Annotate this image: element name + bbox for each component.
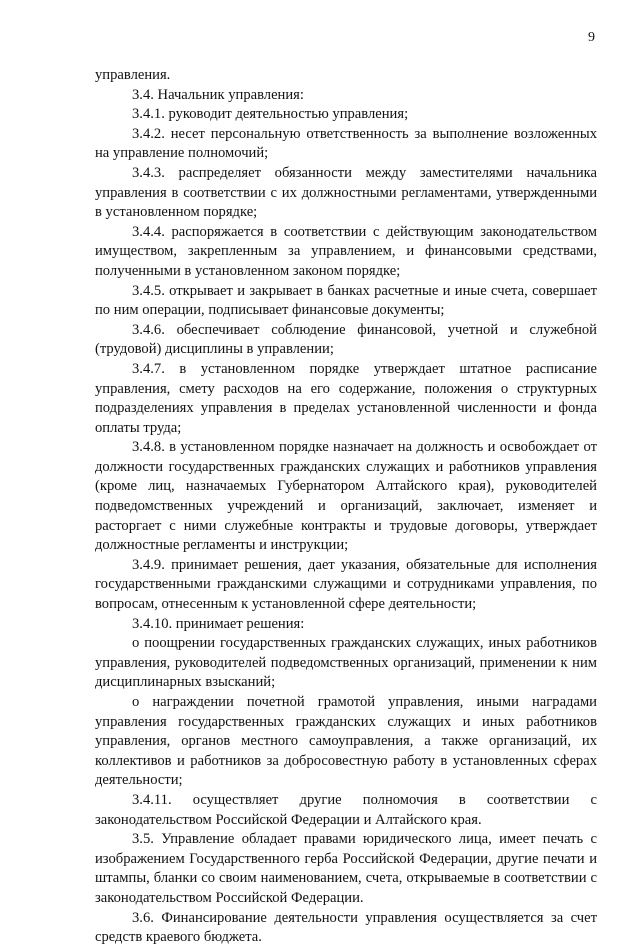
paragraph: 3.6. Финансирование деятельности управления осуществляется за счет средств краевого бюджета. bbox=[95, 909, 597, 946]
paragraph: 3.4.8. в установленном порядке назначает на должность и освобождает от должности государственных гражданских служащих и работников управления (кроме лиц, назначаемых Губернатором Алтайского края), руководителей подведомственных учреждений и организаций, заключает, изменяет и расторгает с ними служебные контракты и трудовые договоры, утверждает должностные регламенты и инструкции; bbox=[95, 439, 597, 554]
paragraph: 3.4.10. принимает решения: bbox=[132, 615, 305, 632]
document-body bbox=[95, 66, 597, 948]
paragraph: управления. bbox=[95, 67, 171, 83]
paragraph: о награждении почетной грамотой управления, иными наградами управления государственных гражданских служащих и иных работников управления, органов местного самоуправления, а также организаций, их коллективов и работников за добросовестную работу в установленных сферах деятельности; bbox=[95, 694, 597, 789]
paragraph: 3.4.9. принимает решения, дает указания, обязательные для исполнения государственными гражданскими служащими и сотрудниками управления, по вопросам, отнесенным к установленной сфере деятельности; bbox=[95, 556, 597, 613]
paragraph: 3.4. Начальник управления: bbox=[132, 86, 304, 103]
page-number: 9 bbox=[588, 30, 595, 45]
paragraph: 3.4.11. осуществляет другие полномочия в соответствии с законодательством Российской Федерации и Алтайского края. bbox=[95, 791, 597, 828]
paragraph: 3.5. Управление обладает правами юридического лица, имеет печать с изображением Государственного герба Российской Федерации, другие печати и штампы, бланки со своим наименованием, счета, открываемые в соответствии с законодательством Российской Федерации. bbox=[95, 831, 597, 906]
paragraph: 3.4.4. распоряжается в соответствии с действующим законодательством имуществом, закрепленным за управлением, и финансовыми средствами, полученными в установленном законом порядке; bbox=[95, 223, 597, 279]
paragraph: 3.4.3. распределяет обязанности между заместителями начальника управления в соответствии с их должностными регламентами, утвержденными в установленном порядке; bbox=[95, 164, 597, 221]
paragraph: 3.4.2. несет персональную ответственность за выполнение возложенных на управление полномочий; bbox=[95, 125, 597, 162]
paragraph: 3.4.7. в установленном порядке утверждает штатное расписание управления, смету расходов на его содержание, положения о структурных подразделениях управления в пределах установленной численности и фонда оплаты труда; bbox=[95, 360, 597, 436]
paragraph: 3.4.6. обеспечивает соблюдение финансовой, учетной и служебной (трудовой) дисциплины в управлении; bbox=[95, 321, 597, 358]
paragraph: 3.4.5. открывает и закрывает в банках расчетные и иные счета, совершает по ним операции, подписывает финансовые документы; bbox=[95, 282, 597, 319]
paragraph: 3.4.1. руководит деятельностью управления; bbox=[132, 106, 409, 123]
paragraph: о поощрении государственных гражданских служащих, иных работников управления, руководителей подведомственных организаций, применении к ним дисциплинарных взысканий; bbox=[95, 635, 597, 691]
